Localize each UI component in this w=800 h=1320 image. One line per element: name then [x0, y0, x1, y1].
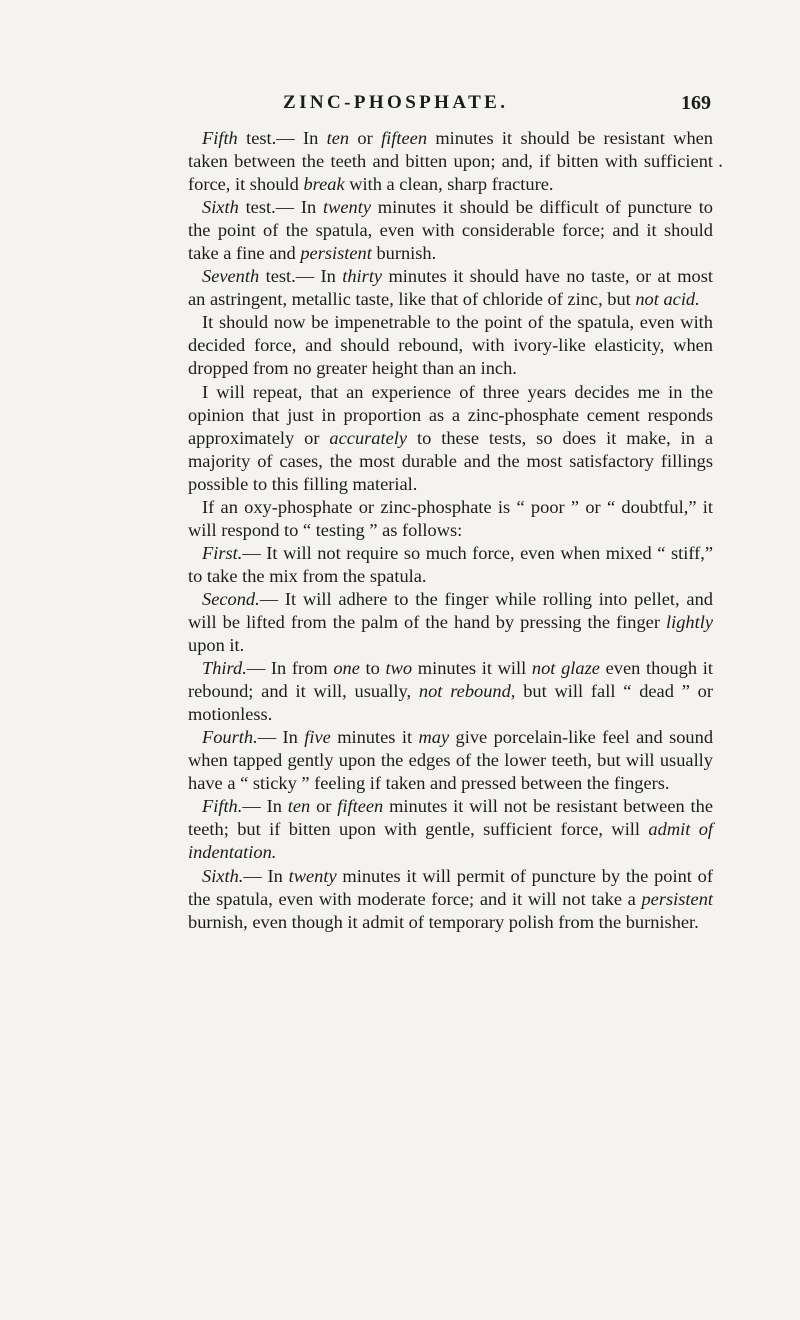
italic-text: Fourth. — [202, 727, 258, 748]
text-run: — In from — [246, 658, 334, 679]
text-run: minutes it will not be resistant between the teeth; but if bitten upon with gentle, sufficient force, will — [188, 796, 714, 840]
italic-text: Fifth. — [202, 796, 243, 817]
text-run: — In — [257, 727, 305, 748]
italic-text: not rebound, — [418, 681, 516, 702]
paragraph — [188, 865, 713, 934]
text-run: burnish, even though it admit of temporary polish from the burnisher. — [188, 911, 699, 932]
text-run: test.— In — [259, 266, 343, 287]
paragraph — [188, 496, 713, 542]
text-run: minutes it will — [412, 658, 532, 679]
italic-text: lightly — [666, 611, 713, 632]
paragraph — [188, 726, 713, 795]
text-run: with a clean, sharp fracture. — [344, 174, 554, 195]
text-run: test.— In — [237, 128, 327, 148]
italic-text: ten — [326, 128, 350, 148]
italic-text: five — [304, 727, 331, 748]
italic-text: twenty — [322, 197, 371, 218]
italic-text: not acid. — [635, 289, 700, 310]
italic-text: fifteen — [381, 128, 428, 148]
text-run: minutes it should have no taste, or at most an astringent, metallic taste, like that of chloride of zinc, but — [188, 266, 713, 310]
body-text — [188, 127, 713, 934]
paragraph — [188, 127, 713, 196]
text-run: minutes it — [330, 727, 419, 748]
italic-text: persistent — [641, 888, 713, 909]
text-run: It should now be impenetrable to the point of the spatula, even with decided force, and should rebound, with ivory-like elasticity, when dropped from no greater height than an inch. — [188, 312, 713, 379]
italic-text: Seventh — [202, 266, 260, 287]
italic-text: Sixth — [202, 197, 239, 218]
text-run: — It will adhere to the finger while rolling into pellet, and will be lifted from the palm of the hand by pressing the finger — [188, 588, 713, 632]
margin-mark: • — [719, 161, 723, 171]
text-run: — In — [243, 865, 289, 886]
paragraph — [188, 265, 713, 311]
paragraph — [188, 657, 713, 726]
text-run: upon it. — [188, 635, 245, 656]
text-run: even though it rebound; and it will, usually, — [188, 658, 713, 702]
italic-text: First. — [202, 542, 243, 563]
page-number: 169 — [681, 92, 711, 114]
paragraph — [188, 542, 713, 588]
italic-text: two — [385, 658, 413, 679]
italic-text: persistent — [300, 243, 372, 264]
italic-text: admit of indentation. — [188, 819, 714, 863]
italic-text: ten — [287, 796, 311, 817]
paragraph — [188, 381, 713, 496]
paragraph — [188, 311, 713, 380]
text-run: minutes it should be resistant when taken between the teeth and bitten upon; and, if bitten with sufficient force, it should — [188, 128, 713, 195]
text-run: — In — [242, 796, 288, 817]
italic-text: not glaze — [531, 658, 600, 679]
italic-text: twenty — [288, 865, 337, 886]
italic-text: break — [303, 174, 345, 195]
text-run: minutes it should be difficult of puncture to the point of the spatula, even with considerable force; and it should take a fine and — [188, 197, 714, 264]
text-run: or — [349, 128, 382, 148]
italic-text: Second. — [202, 588, 260, 609]
text-run: give porcelain-like feel and sound when tapped gently upon the edges of the lower teeth, but will usually have a “ sticky ” feeling if taken and pressed between the fingers. — [188, 727, 714, 794]
text-run: or — [310, 796, 338, 817]
page-header — [0, 92, 800, 120]
text-run: to these tests, so does it make, in a majority of cases, the most durable and the most satisfactory fillings possible to this filling material. — [188, 427, 713, 494]
paragraph — [188, 795, 713, 864]
italic-text: Sixth. — [202, 865, 244, 886]
text-run: I will repeat, that an experience of three years decides me in the opinion that just in proportion as a zinc-phosphate cement responds approximately or — [188, 381, 713, 448]
running-title: ZINC-PHOSPHATE. — [283, 92, 509, 113]
italic-text: accurately — [329, 427, 408, 448]
paragraph — [188, 196, 713, 265]
text-run: to — [359, 658, 386, 679]
text-run: minutes it will permit of puncture by the point of the spatula, even with moderate force; and it will not take a — [188, 865, 713, 909]
italic-text: thirty — [342, 266, 383, 287]
text-run: but will fall “ dead ” or motionless. — [188, 681, 713, 725]
italic-text: one — [333, 658, 360, 679]
text-run: test.— In — [238, 197, 323, 218]
italic-text: Third. — [202, 658, 247, 679]
italic-text: may — [418, 727, 450, 748]
paragraph — [188, 588, 713, 657]
text-run: If an oxy-phosphate or zinc-phosphate is “ poor ” or “ doubtful,” it will respond to “ testing ” as follows: — [188, 496, 713, 540]
italic-text: Fifth — [202, 128, 238, 148]
text-run: — It will not require so much force, even when mixed “ stiff,” to take the mix from the spatula. — [188, 542, 713, 586]
italic-text: fifteen — [337, 796, 384, 817]
text-run: burnish. — [371, 243, 437, 264]
